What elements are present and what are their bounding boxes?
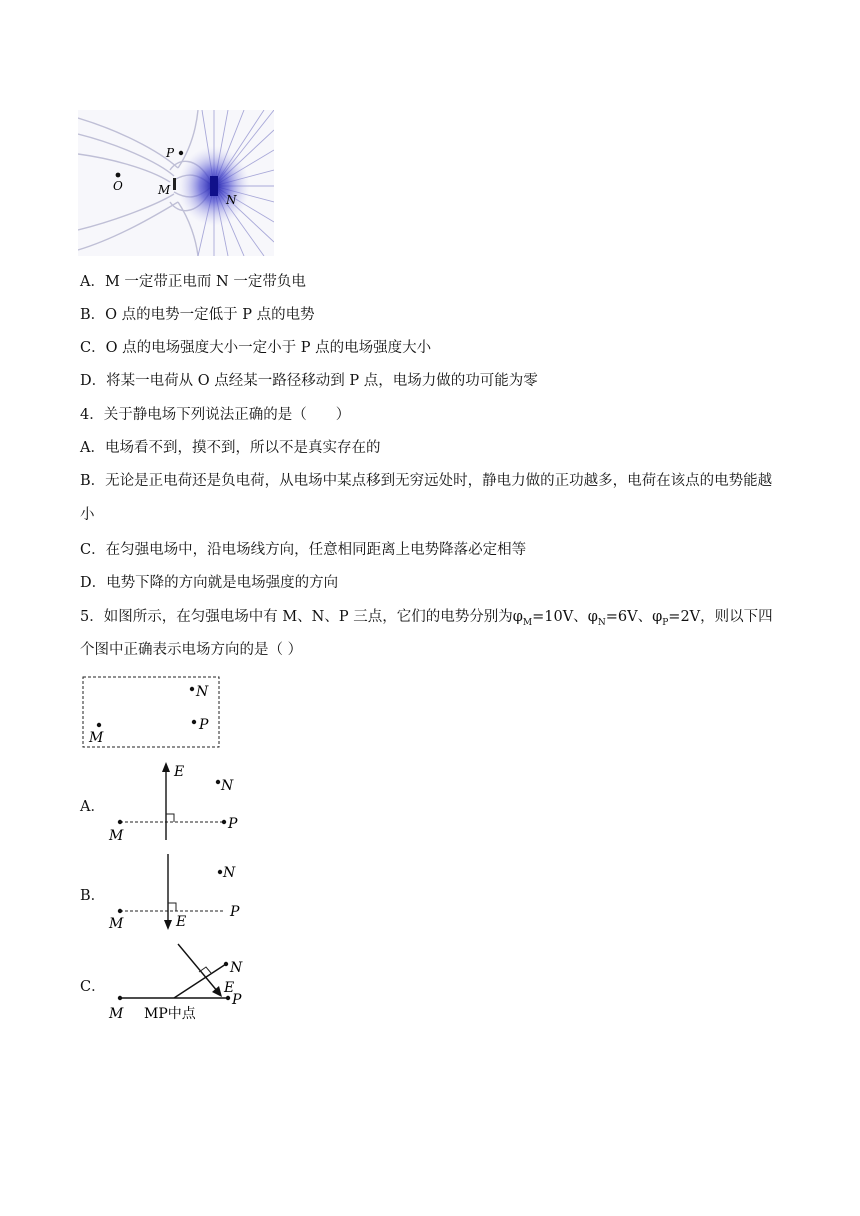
q4-option-d: D．电势下降的方向就是电场强度的方向 bbox=[80, 575, 339, 591]
opt-b-p: P bbox=[230, 904, 240, 920]
q5-points-figure bbox=[82, 676, 222, 750]
opt-a-n: N bbox=[221, 778, 234, 794]
sub-m: M bbox=[522, 617, 533, 628]
eq-m: =10V、 bbox=[532, 609, 588, 625]
q3-option-a: A．M 一定带正电而 N 一定带负电 bbox=[80, 274, 306, 290]
opt-c-m: M bbox=[109, 1006, 124, 1022]
q5-option-c-label: C． bbox=[80, 979, 106, 995]
label-M: M bbox=[158, 183, 171, 197]
q4-stem: 4．关于静电场下列说法正确的是（ ） bbox=[80, 407, 351, 423]
q4-option-a: A．电场看不到，摸不到，所以不是真实存在的 bbox=[80, 440, 381, 456]
q5-option-a-label: A． bbox=[80, 799, 105, 815]
opt-a-m: M bbox=[109, 828, 124, 844]
q4-option-c: C．在匀强电场中，沿电场线方向，任意相同距离上电势降落必定相等 bbox=[80, 542, 527, 558]
opt-b-n: N bbox=[223, 865, 236, 881]
eq-p: =2V，则以下四 bbox=[668, 609, 773, 625]
q5-option-b-figure bbox=[104, 852, 254, 936]
label-N: N bbox=[226, 193, 237, 207]
opt-c-p: P bbox=[232, 992, 242, 1008]
opt-a-e: E bbox=[174, 764, 185, 780]
eq-n: =6V、 bbox=[605, 609, 653, 625]
opt-b-m: M bbox=[109, 916, 124, 932]
q3-option-b: B．O 点的电势一定低于 P 点的电势 bbox=[80, 307, 315, 323]
sub-n: N bbox=[597, 617, 606, 628]
phi-symbol: φ bbox=[512, 609, 523, 625]
q5-option-b-label: B． bbox=[80, 888, 106, 904]
q3-option-d: D．将某一电荷从 O 点经某一路径移动到 P 点，电场力做的功可能为零 bbox=[80, 373, 538, 389]
opt-c-e: E bbox=[224, 980, 235, 996]
q5-option-c-figure bbox=[104, 940, 254, 1024]
field-lines-figure bbox=[78, 110, 274, 256]
box-label-n: N bbox=[196, 684, 209, 700]
phi-symbol: φ bbox=[652, 609, 663, 625]
box-label-m: M bbox=[89, 730, 104, 746]
opt-c-n: N bbox=[230, 960, 243, 976]
sub-p: P bbox=[662, 617, 669, 628]
label-O: O bbox=[113, 179, 123, 193]
q5-stem-line1 bbox=[80, 607, 773, 633]
phi-symbol: φ bbox=[587, 609, 598, 625]
q5-stem-text: 5．如图所示，在匀强电场中有 M、N、P 三点，它们的电势分别为 bbox=[80, 609, 513, 625]
opt-a-p: P bbox=[228, 816, 238, 832]
q4-option-b: B．无论是正电荷还是负电荷，从电场中某点移到无穷远处时，静电力做的正功越多，电荷在该点的电势能越小 bbox=[80, 473, 773, 523]
q5-option-a-figure bbox=[104, 760, 254, 844]
q3-option-c: C．O 点的电场强度大小一定小于 P 点的电场强度大小 bbox=[80, 340, 432, 356]
box-label-p: P bbox=[199, 717, 209, 733]
opt-c-midpoint: MP中点 bbox=[144, 1006, 196, 1022]
q5-stem-line2: 个图中正确表示电场方向的是（ ） bbox=[80, 642, 303, 658]
label-P: P bbox=[166, 146, 175, 160]
opt-b-e: E bbox=[176, 914, 187, 930]
